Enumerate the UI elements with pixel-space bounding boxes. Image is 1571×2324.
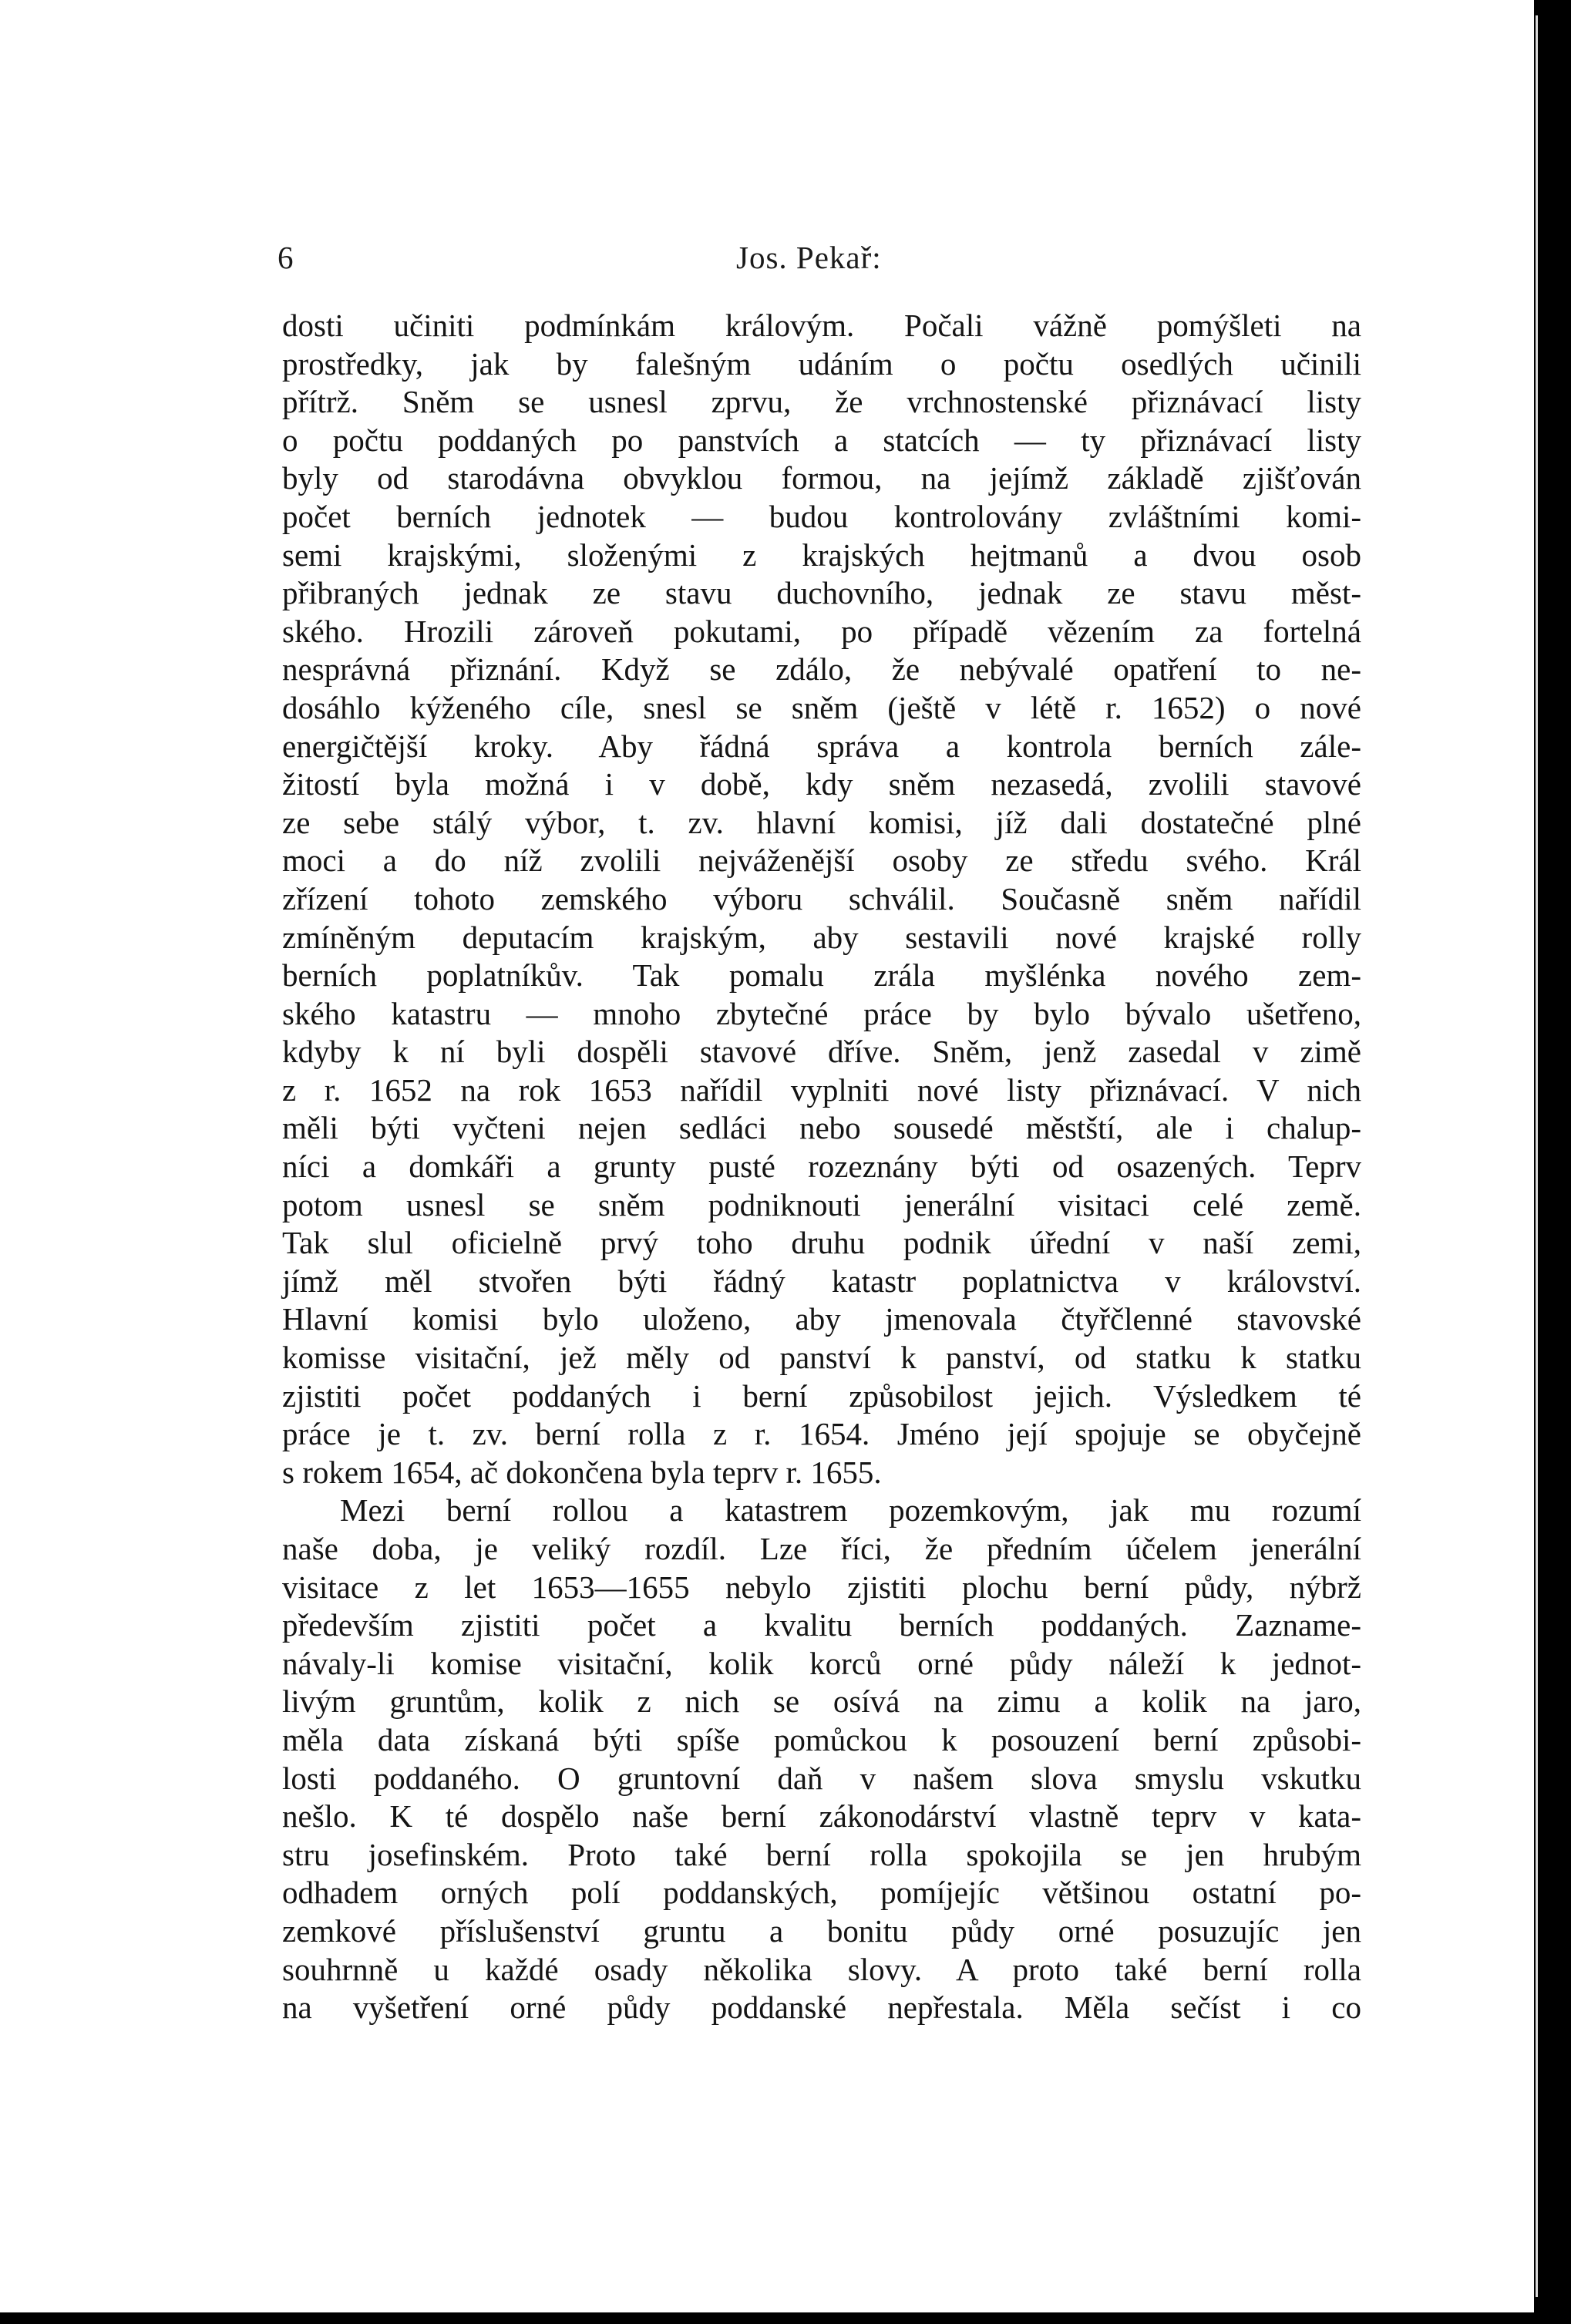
text-line: níci a domkáři a grunty pusté rozeznány býti od osazených. Teprv xyxy=(282,1149,1361,1185)
text-line: ského. Hrozili zároveň pokutami, po případě vězením za fortelná xyxy=(282,613,1361,649)
text-line: počet berních jednotek — budou kontrolovány zvláštními komi- xyxy=(282,498,1361,534)
text-line: zjistiti počet poddaných i berní způsobilost jejich. Výsledkem té xyxy=(282,1377,1361,1414)
text-line: nešlo. K té dospělo naše berní zákonodárství vlastně teprv v kata- xyxy=(282,1798,1361,1835)
page-number: 6 xyxy=(278,240,294,275)
scan-edge-line xyxy=(1536,15,1538,2297)
text-line: ze sebe stálý výbor, t. zv. hlavní komisi, jíž dali dostatečné plné xyxy=(282,804,1361,840)
text-line: ského katastru — mnoho zbytečné práce by bylo bývalo ušetřeno, xyxy=(282,995,1361,1031)
text-line: komisse visitační, jež měly od panství k panství, od statku k statku xyxy=(282,1340,1361,1376)
text-line: jímž měl stvořen býti řádný katastr poplatnictva v království. xyxy=(282,1263,1361,1299)
text-line: Hlavní komisi bylo uloženo, aby jmenovala čtyřčlenné stavovské xyxy=(282,1301,1361,1337)
running-head: Jos. Pekař: xyxy=(736,240,882,275)
text-line: visitace z let 1653—1655 nebylo zjistiti plochu berní půdy, nýbrž xyxy=(282,1569,1361,1605)
page-header xyxy=(278,239,1364,285)
text-line: Tak slul oficielně prvý toho druhu podnik úřední v naší zemi, xyxy=(282,1225,1361,1261)
text-line: měli býti vyčteni nejen sedláci nebo sousedé městští, ale i chalup- xyxy=(282,1110,1361,1146)
text-line: návaly-li komise visitační, kolik korců orné půdy náleží k jednot- xyxy=(282,1645,1361,1681)
text-line: práce je t. zv. berní rolla z r. 1654. Jméno její spojuje se obyčejně xyxy=(282,1416,1361,1452)
text-line: přibraných jednak ze stavu duchovního, jednak ze stavu měst- xyxy=(282,575,1361,611)
text-line: byly od starodávna obvyklou formou, na jejímž základě zjišťován xyxy=(282,460,1361,496)
text-line: nesprávná přiznání. Když se zdálo, že nebývalé opatření to ne- xyxy=(282,651,1361,688)
text-line: o počtu poddaných po panstvích a statcích — ty přiznávací listy xyxy=(282,422,1361,458)
text-line: přítrž. Sněm se usnesl zprvu, že vrchnostenské přiznávací listy xyxy=(282,384,1361,420)
text-line: dosáhlo kýženého cíle, snesl se sněm (ještě v létě r. 1652) o nové xyxy=(282,689,1361,725)
text-line: naše doba, je veliký rozdíl. Lze říci, že předním účelem jenerální xyxy=(282,1531,1361,1566)
text-line: především zjistiti počet a kvalitu berních poddaných. Zazname- xyxy=(282,1607,1361,1643)
text-line: zmíněným deputacím krajským, aby sestavili nové krajské rolly xyxy=(282,919,1361,955)
text-line: energičtější kroky. Aby řádná správa a kontrola berních zále- xyxy=(282,728,1361,764)
text-line: odhadem orných polí poddanských, pomíjejíc většinou ostatní po- xyxy=(282,1875,1361,1911)
text-line: losti poddaného. O gruntovní daň v našem slova smyslu vskutku xyxy=(282,1760,1361,1796)
text-line: souhrnně u každé osady několika slovy. A proto také berní rolla xyxy=(282,1951,1361,1987)
text-line: prostředky, jak by falešným udáním o počtu osedlých učinili xyxy=(282,345,1361,382)
text-line: kdyby k ní byli dospěli stavové dříve. Sněm, jenž zasedal v zimě xyxy=(282,1034,1361,1070)
text-line: moci a do níž zvolili nejváženější osoby ze středu svého. Král xyxy=(282,842,1361,879)
text-line: zřízení tohoto zemského výboru schválil. Současně sněm nařídil xyxy=(282,880,1361,916)
text-line: na vyšetření orné půdy poddanské nepřestala. Měla sečíst i co xyxy=(282,1989,1361,2026)
text-line: žitostí byla možná i v době, kdy sněm nezasedá, zvolili stavové xyxy=(282,766,1361,802)
text-line: dosti učiniti podmínkám královým. Počali vážně pomýšleti na xyxy=(282,308,1361,343)
paragraph-last-line: s rokem 1654, ač dokončena byla teprv r. 1655. xyxy=(282,1454,882,1490)
text-line: z r. 1652 na rok 1653 nařídil vyplniti nové listy přiznávací. V nich xyxy=(282,1071,1361,1108)
text-line: měla data získaná býti spíše pomůckou k posouzení berní způsobi- xyxy=(282,1721,1361,1757)
text-line: stru josefinském. Proto také berní rolla spokojila se jen hrubým xyxy=(282,1836,1361,1872)
body-text xyxy=(282,307,1361,2027)
text-line: zemkové příslušenství gruntu a bonitu půdy orné posuzujíc jen xyxy=(282,1912,1361,1949)
text-line: berních poplatníkův. Tak pomalu zrála myšlénka nového zem- xyxy=(282,957,1361,994)
paragraph-first-line: Mezi berní rollou a katastrem pozemkovým, jak mu rozumí xyxy=(340,1492,1361,1529)
text-line: potom usnesl se sněm podniknouti jenerální visitaci celé země. xyxy=(282,1186,1361,1223)
text-line: semi krajskými, složenými z krajských hejtmanů a dvou osob xyxy=(282,536,1361,573)
text-line: livým gruntům, kolik z nich se osívá na zimu a kolik na jaro, xyxy=(282,1683,1361,1720)
